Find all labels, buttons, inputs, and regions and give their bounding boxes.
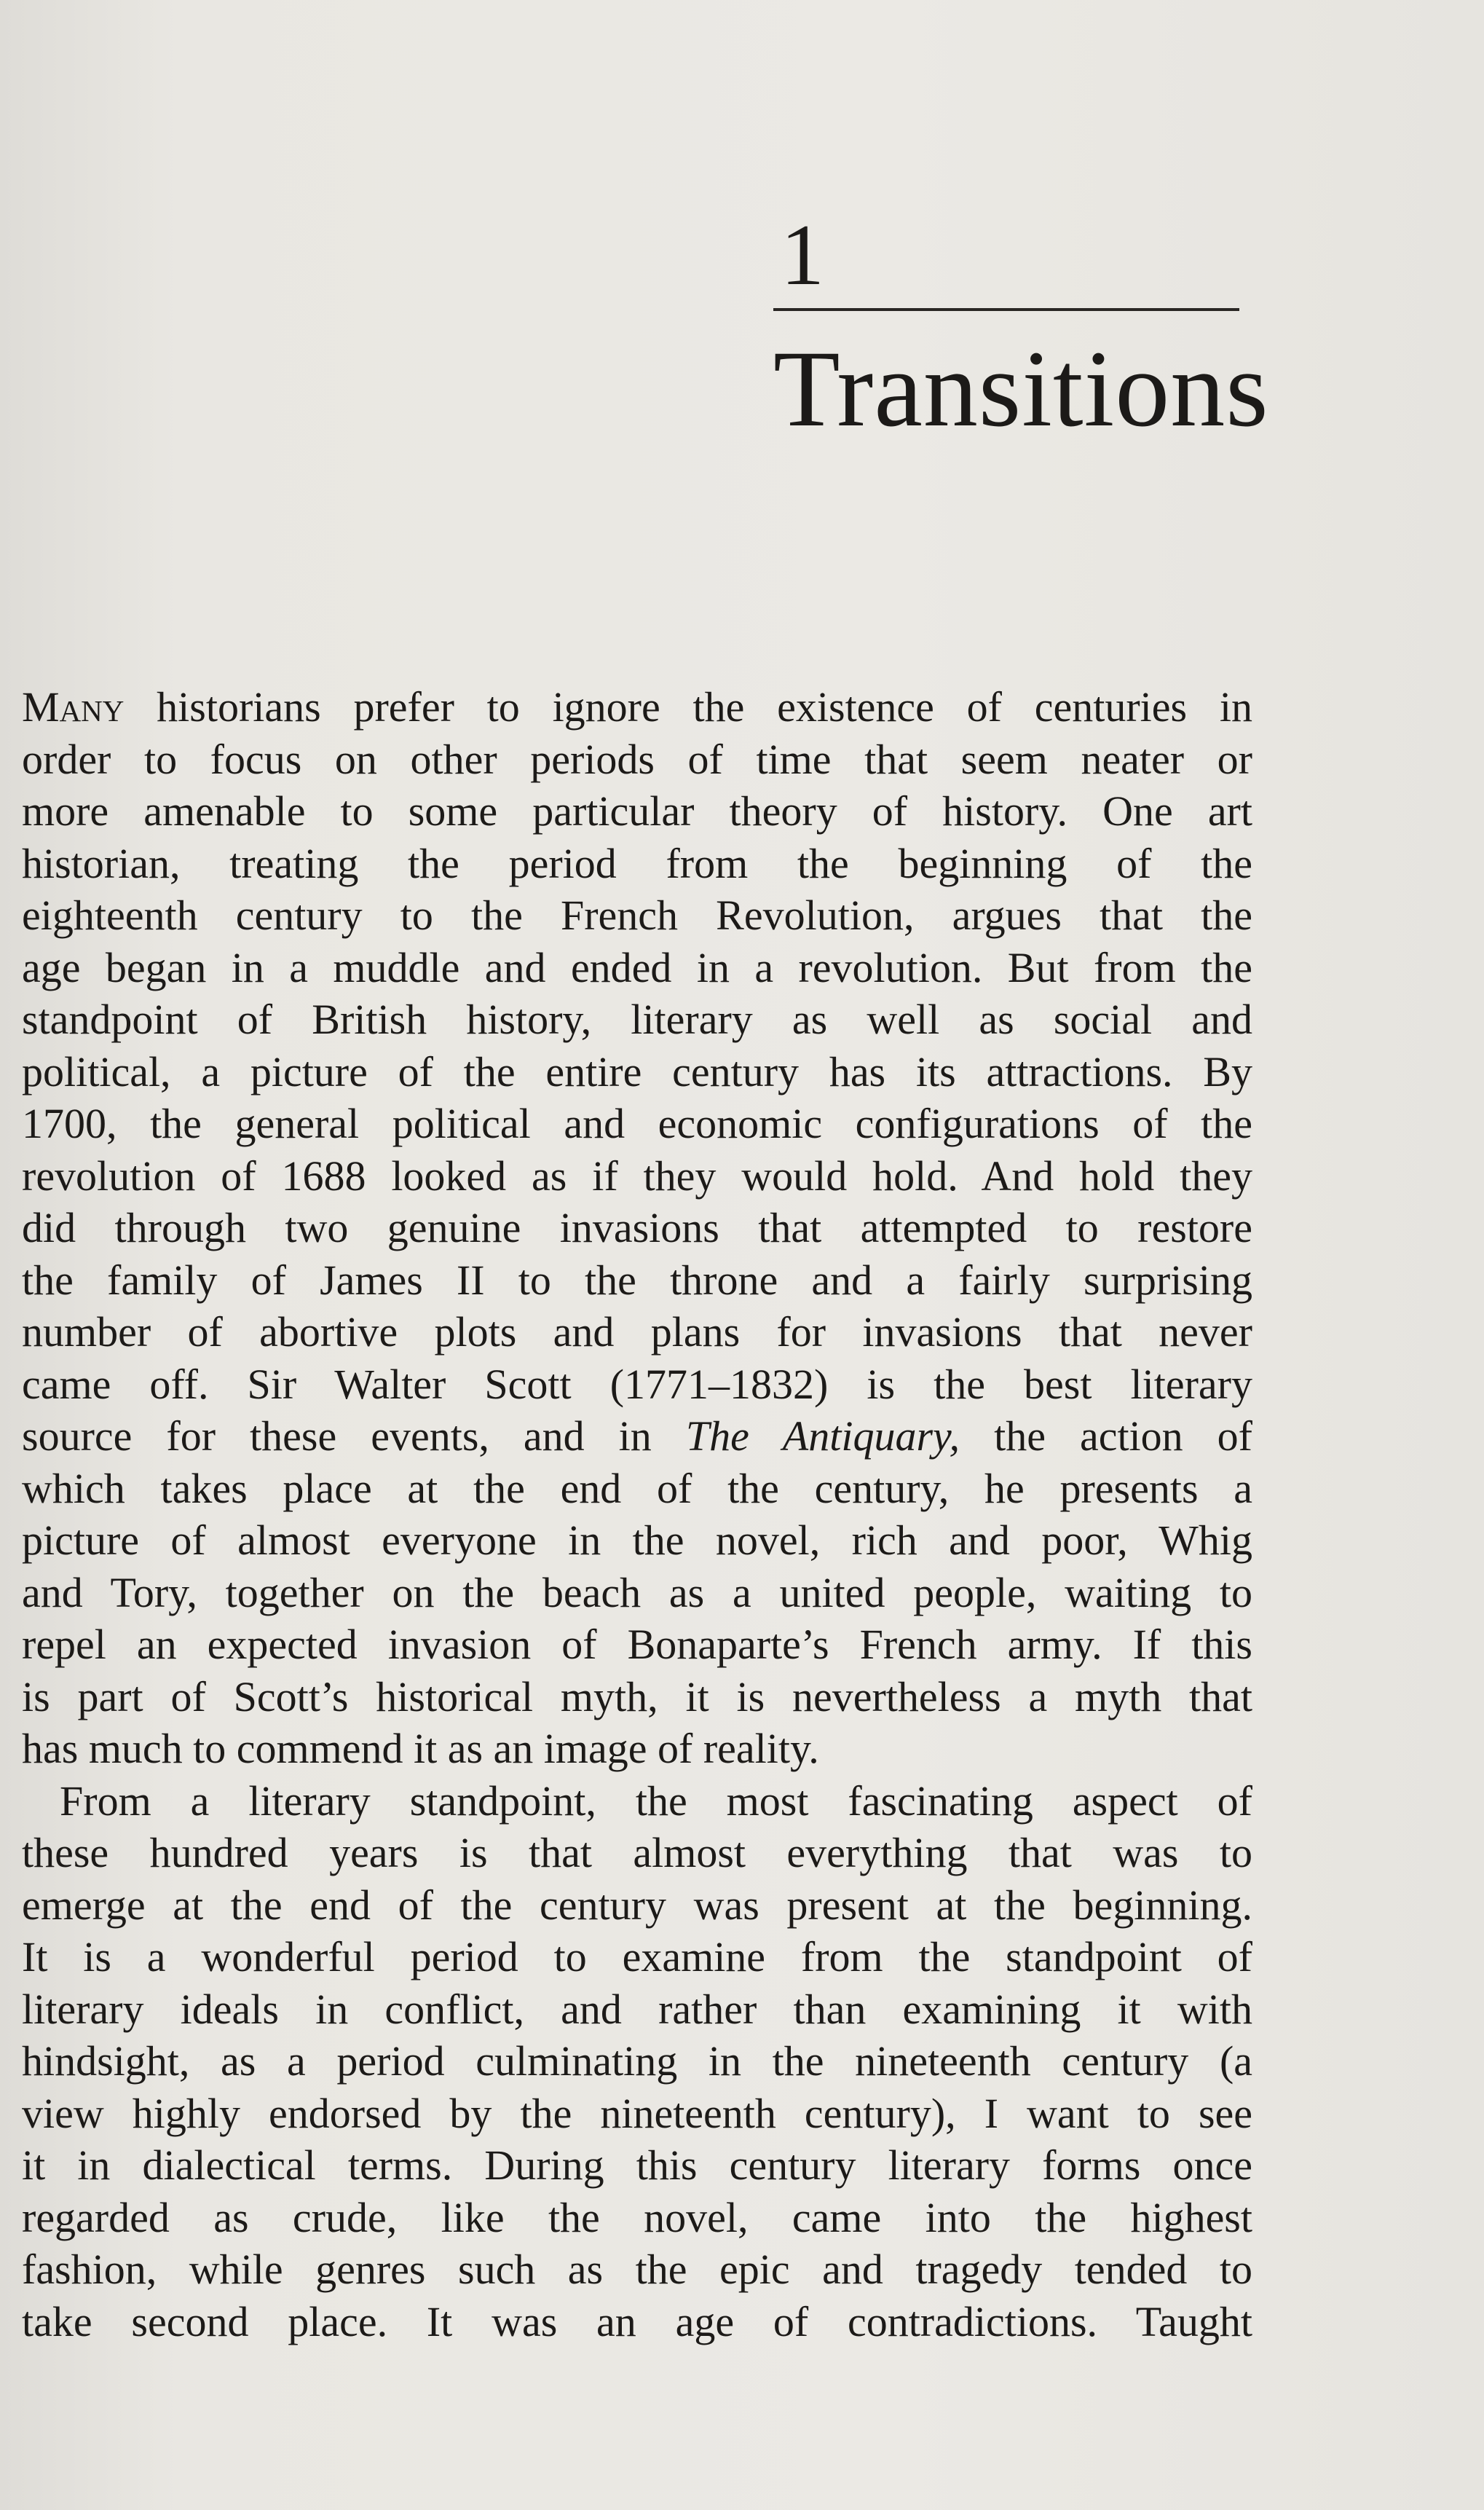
text-line: regarded as crude, like the novel, came into the highest	[22, 2193, 1252, 2241]
text-line: political, a picture of the entire century has its attractions. By	[22, 1047, 1252, 1095]
chapter-number: 1	[781, 206, 824, 303]
paragraph-2	[22, 1775, 1252, 2348]
chapter-header	[773, 206, 1269, 451]
small-caps-lead: Many	[22, 683, 125, 731]
text-line: eighteenth century to the French Revolution, argues that the	[22, 892, 1252, 939]
text-line: From a literary standpoint, the most fascinating aspect of	[60, 1777, 1252, 1825]
chapter-title: Transitions	[773, 328, 1269, 449]
text-line: and Tory, together on the beach as a united people, waiting to	[22, 1568, 1252, 1616]
text-line: historian, treating the period from the beginning of the	[22, 839, 1252, 887]
text-line: It is a wonderful period to examine from the standpoint of	[22, 1933, 1252, 1980]
text-line: more amenable to some particular theory of history. One art	[22, 787, 1252, 835]
text-line: age began in a muddle and ended in a revolution. But from the	[22, 943, 1252, 991]
text-line: hindsight, as a period culminating in the nineteenth century (a	[22, 2037, 1252, 2085]
text-line: picture of almost everyone in the novel, rich and poor, Whig	[22, 1516, 1252, 1564]
text-line: emerge at the end of the century was present at the beginning.	[22, 1881, 1252, 1929]
text-line: it in dialectical terms. During this century literary forms once	[22, 2141, 1252, 2189]
text-line: order to focus on other periods of time that seem neater or	[22, 735, 1252, 783]
text-line: view highly endorsed by the nineteenth century), I want to see	[22, 2089, 1252, 2137]
text-line: source for these events, and in The Antiquary, the action of	[22, 1412, 1253, 1460]
chapter-rule	[773, 308, 1239, 311]
text-line: take second place. It was an age of contradictions. Taught	[22, 2297, 1252, 2345]
paragraph-1	[22, 681, 1252, 1775]
text-line: number of abortive plots and plans for invasions that never	[22, 1308, 1252, 1356]
text-line: did through two genuine invasions that attempted to restore	[22, 1204, 1252, 1251]
text-line: the family of James II to the throne and a fairly surprising	[22, 1256, 1252, 1304]
text-line: fashion, while genres such as the epic and tragedy tended to	[22, 2246, 1252, 2293]
text-line: 1700, the general political and economic configurations of the	[22, 1100, 1252, 1147]
text-line: has much to commend it as an image of reality.	[22, 1725, 819, 1772]
text-line: Many historians prefer to ignore the existence of centuries in	[22, 683, 1252, 731]
text-line: these hundred years is that almost everything that was to	[22, 1829, 1252, 1876]
text-line: revolution of 1688 looked as if they would hold. And hold they	[22, 1152, 1252, 1200]
book-title-italic: The Antiquary,	[685, 1412, 960, 1460]
text-line: literary ideals in conflict, and rather than examining it with	[22, 1985, 1252, 2033]
text-line: which takes place at the end of the century, he presents a	[22, 1464, 1252, 1512]
text-line: came off. Sir Walter Scott (1771–1832) is the best literary	[22, 1360, 1252, 1408]
text-line: is part of Scott’s historical myth, it is nevertheless a myth that	[22, 1672, 1252, 1720]
text-line: repel an expected invasion of Bonaparte’s French army. If this	[22, 1621, 1252, 1668]
text-line: standpoint of British history, literary as well as social and	[22, 996, 1252, 1043]
body-text	[22, 681, 1252, 2348]
